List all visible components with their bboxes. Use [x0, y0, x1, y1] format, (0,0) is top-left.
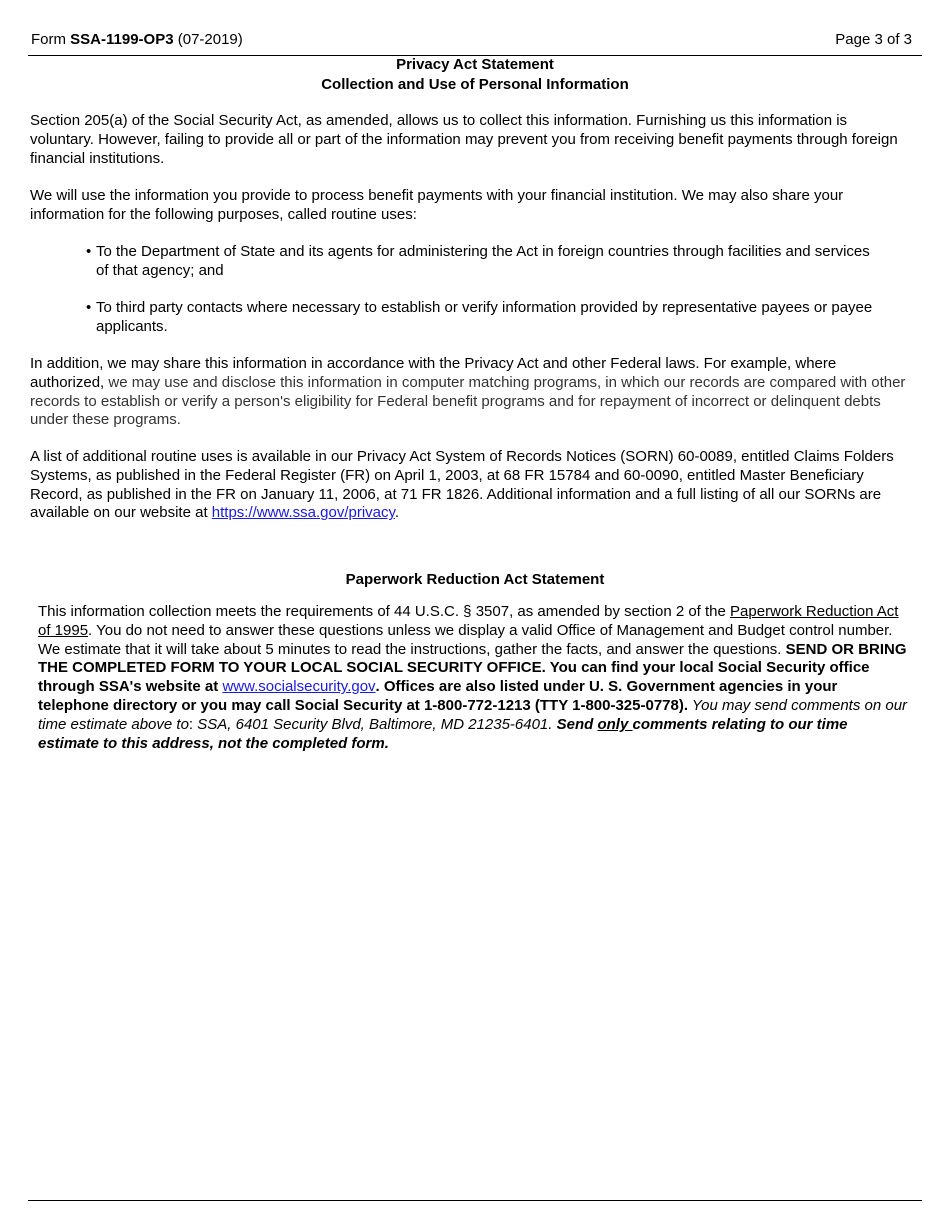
privacy-paragraph-2: We will use the information you provide to process benefit payments with your financial institution. We may also share your information for the following purposes, called routine uses:	[30, 187, 844, 223]
pra-act-name: Paperwork Reduction Act of 1995	[38, 603, 899, 639]
bullet-marker: •	[86, 243, 92, 260]
form-number: SSA-1199-OP3	[70, 31, 174, 48]
privacy-paragraph-1: Section 205(a) of the Social Security Act, as amended, allows us to collect this information. Furnishing us this information is voluntary. However, failing to provide all or part of the information may prevent you from receiving benefit payments through foreign financial institutions.	[30, 112, 898, 167]
form-prefix: Form	[31, 31, 71, 48]
pra-bold-phone: . Offices are also listed under U. S. Government agencies in your telephone directory or you may call Social Security at 1-800-772-1213 (TTY 1-800-325-0778).	[38, 678, 838, 714]
form-id	[31, 31, 243, 48]
pra-text-1: This information collection meets the requirements of 44 U.S.C. § 3507, as amended by section 2 of the	[38, 603, 731, 620]
privacy-subtitle: Collection and Use of Personal Information	[321, 76, 629, 93]
socialsecurity-link[interactable]: www.socialsecurity.gov	[222, 678, 376, 696]
bullet-marker: •	[86, 299, 92, 316]
routine-use-text: To third party contacts where necessary to establish or verify information provided by representative payees or payee applicants.	[96, 299, 873, 335]
page-number: Page 3 of 3	[835, 31, 912, 48]
pra-colon: :	[188, 715, 198, 733]
paragraph-3-part-a: In addition, we may share this information in accordance with the Privacy Act and other Federal laws. For example, where authorized,	[30, 355, 837, 391]
paperwork-paragraph	[38, 603, 912, 753]
privacy-paragraph-3	[30, 355, 912, 430]
pra-send-text: Send	[556, 715, 598, 733]
paperwork-title: Paperwork Reduction Act Statement	[345, 571, 605, 588]
routine-use-text: To the Department of State and its agents for administering the Act in foreign countries through facilities and services of that agency; and	[96, 243, 870, 279]
pra-text-2: . You do not need to answer these questions unless we display a valid Office of Management and Budget control number. We estimate that it will take about 5 minutes to read the instructions, gather the facts, and answer the questions.	[38, 621, 893, 658]
ssa-privacy-link[interactable]: https://www.ssa.gov/privacy	[211, 504, 395, 522]
form-date: (07-2019)	[173, 31, 243, 48]
pra-final-text: comments relating to our time estimate to this address, not the completed form.	[38, 715, 848, 752]
paragraph-4-text: A list of additional routine uses is available in our Privacy Act System of Records Notices (SORN) 60-0089, entitled Claims Folders Systems, as published in the Federal Register (FR) on April 1, 2003, at 68 FR 15784 and 60-0090, entitled Master Beneficiary Record, as published in the FR on January 11, 2006, at 71 FR 1826. Additional information and a full listing of all our SORNs are available on our website at	[30, 448, 894, 522]
pra-only-text: only	[597, 715, 633, 733]
pra-italic-address: SSA, 6401 Security Blvd, Baltimore, MD 21235-6401.	[197, 715, 557, 733]
paragraph-4-end: .	[394, 504, 400, 522]
privacy-title: Privacy Act Statement	[396, 56, 554, 73]
form-header	[30, 31, 922, 53]
pra-italic-comments: You may send comments on our time estimate above to	[38, 696, 908, 733]
footer-rule	[28, 1200, 922, 1201]
paragraph-3-part-b: we may use and disclose this information in computer matching programs, in which our records are compared with other records to establish or verify a person's eligibility for Federal benefit programs and for repayment of incorrect or delinquent debts under these programs.	[30, 373, 906, 429]
pra-bold-instruction: SEND OR BRING THE COMPLETED FORM TO YOUR LOCAL SOCIAL SECURITY OFFICE. You can find your local Social Security office through SSA's website at	[38, 640, 907, 696]
privacy-paragraph-4	[30, 448, 912, 523]
